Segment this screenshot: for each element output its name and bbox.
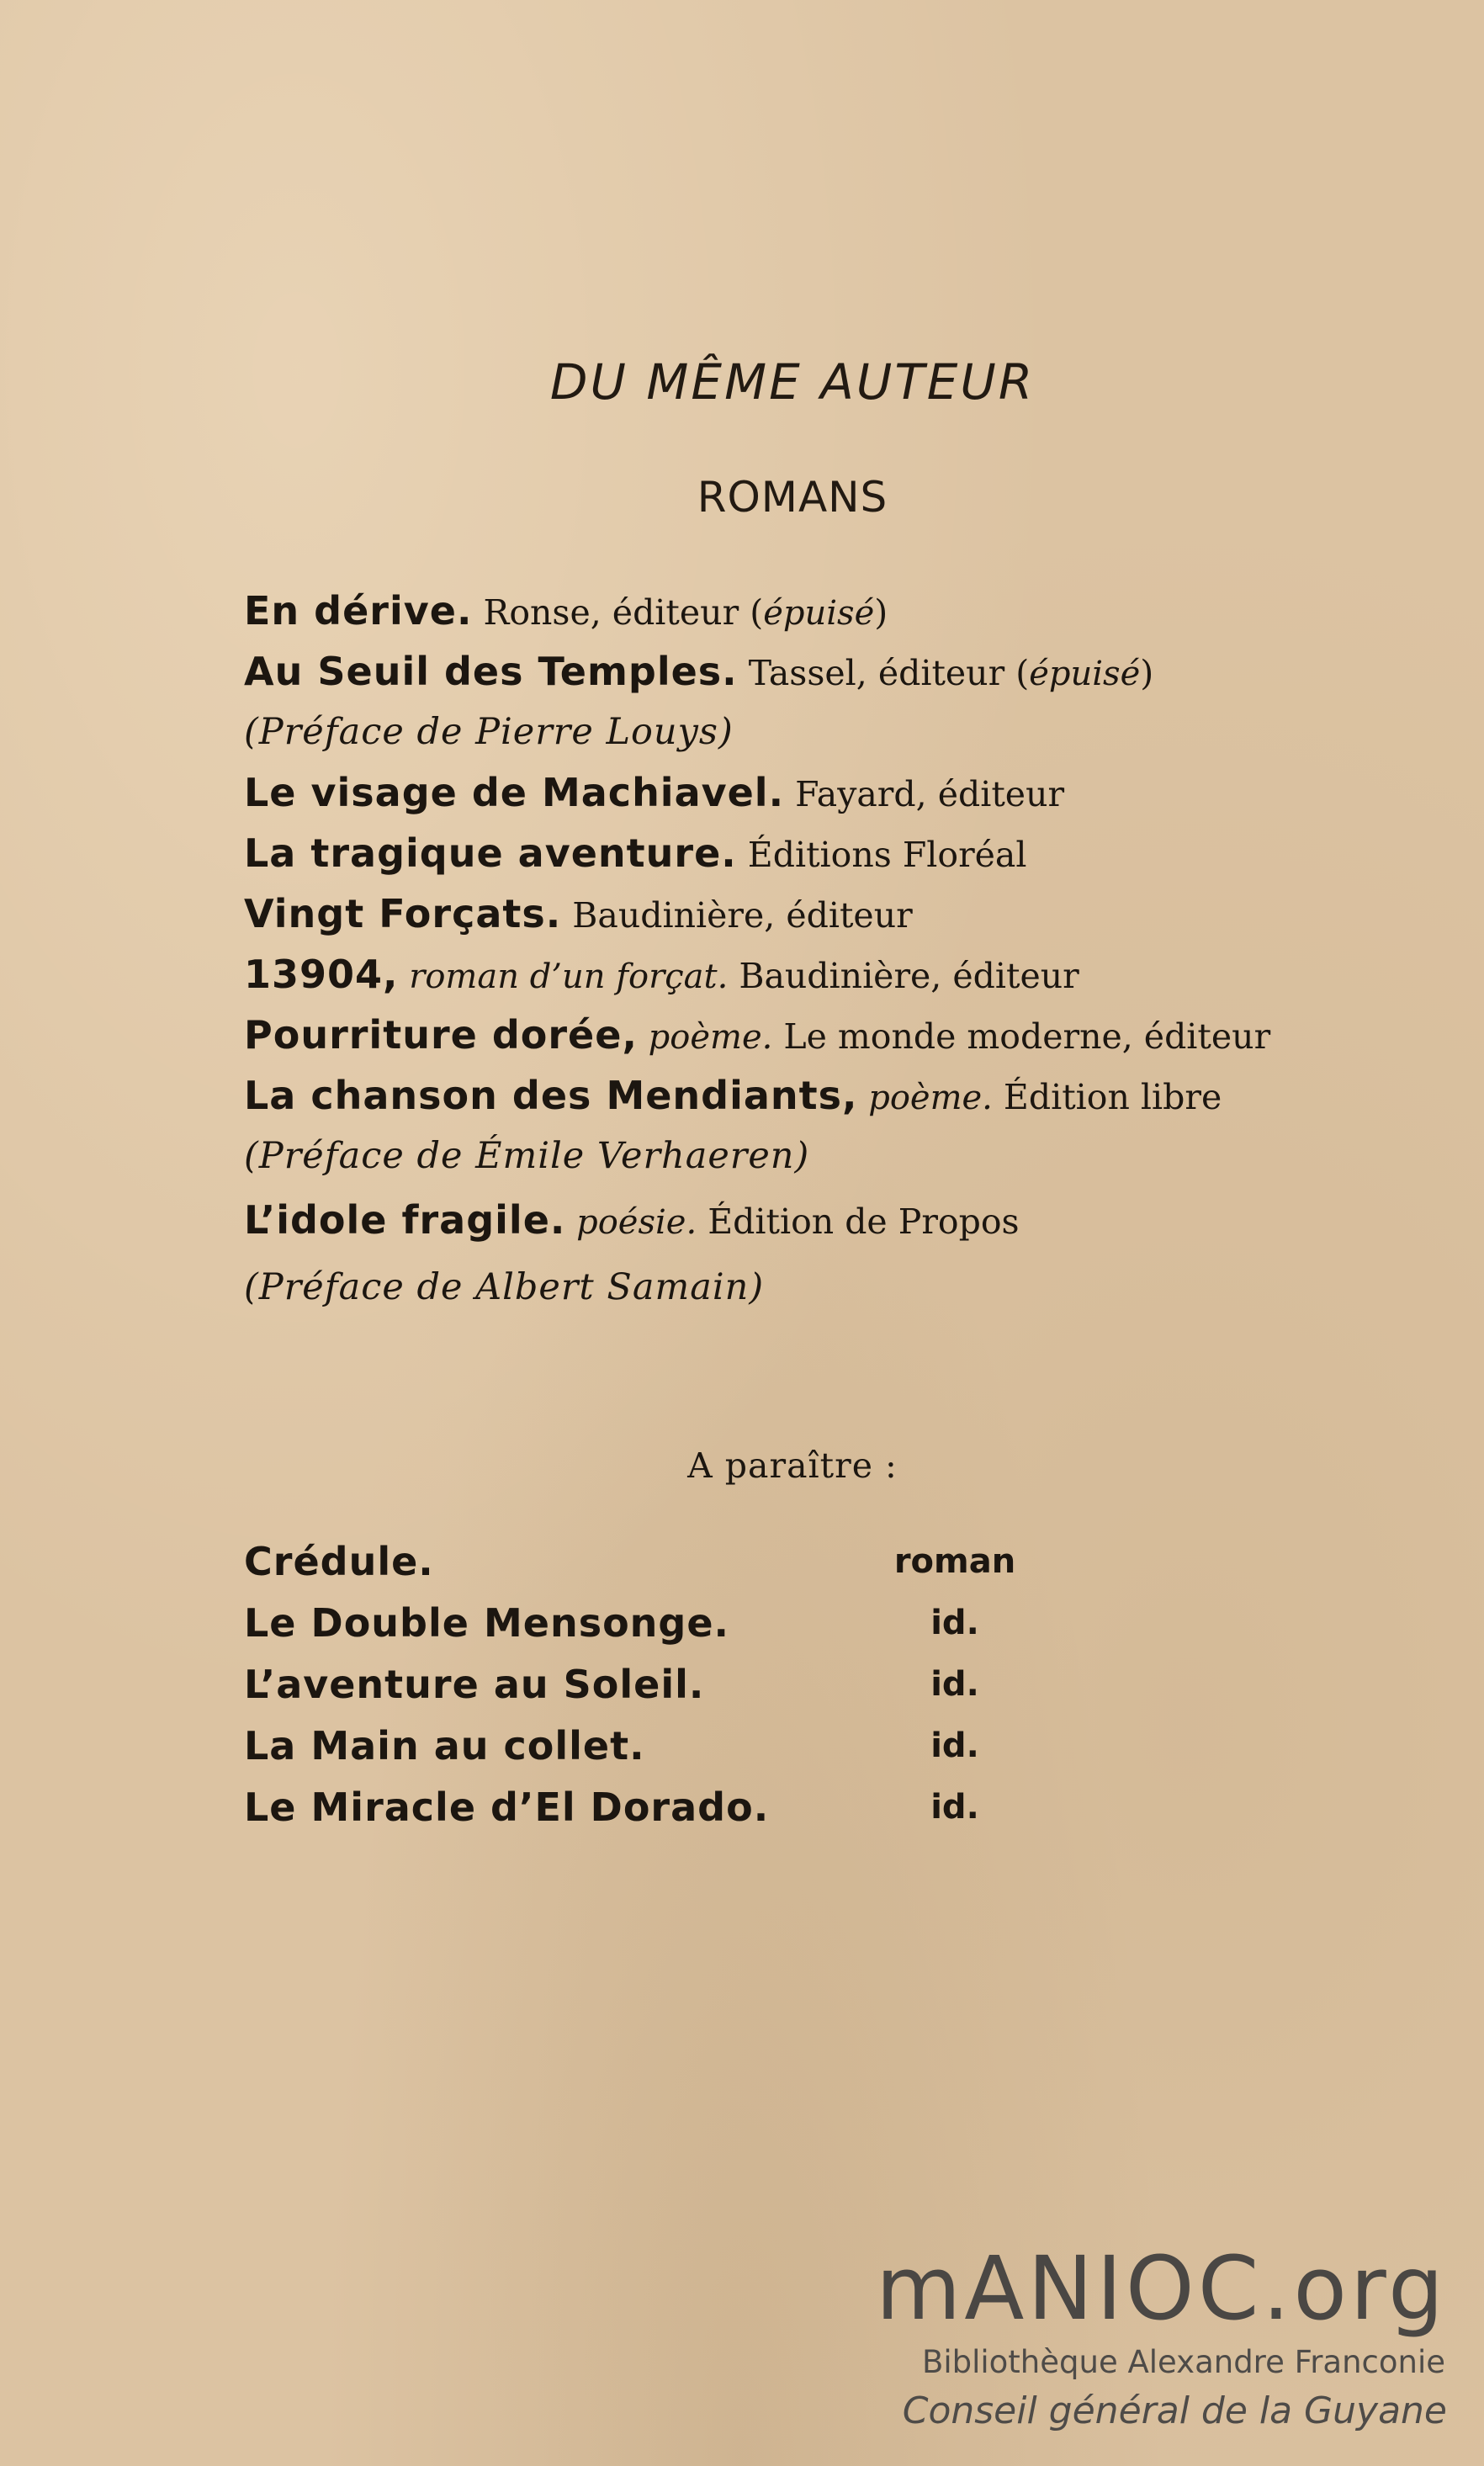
work-publisher: Fayard, éditeur [784, 774, 1065, 814]
work-publisher: Édition de Propos [697, 1201, 1020, 1242]
work-genre: poésie. [565, 1203, 697, 1242]
work-publisher: Ronse, éditeur ( [472, 592, 764, 633]
preface-text: (Préface de Émile Verhaeren) [244, 1135, 810, 1177]
work-publisher: Tassel, éditeur ( [737, 653, 1030, 693]
work-entry [244, 823, 1439, 883]
work-status: épuisé [763, 594, 875, 633]
work-title: La tragique aventure. [244, 830, 737, 876]
work-entry [244, 944, 1439, 1005]
work-title: La chanson des Mendiants, [244, 1073, 858, 1118]
work-publisher: Le monde moderne, éditeur [772, 1016, 1271, 1057]
section-heading: ROMANS [697, 473, 888, 522]
work-title: Le visage de Machiavel. [244, 770, 785, 815]
work-genre: poème. [857, 1079, 993, 1117]
work-preface [244, 702, 1439, 762]
work-preface [244, 1254, 1439, 1321]
work-preface [244, 1126, 1439, 1186]
page-heading: DU MÊME AUTEUR [549, 353, 1036, 411]
work-publisher: Baudinière, éditeur [561, 895, 913, 936]
work-publisher: Baudinière, éditeur [728, 956, 1079, 996]
forthcoming-title: Le Miracle d’El Dorado. [244, 1785, 770, 1830]
work-title: En dérive. [244, 588, 473, 634]
preface-text: (Préface de Albert Samain) [244, 1266, 765, 1308]
forthcoming-genre: id. [930, 1665, 979, 1704]
work-entry [244, 762, 1439, 823]
forthcoming-entry [244, 1716, 1085, 1777]
forthcoming-title: Le Double Mensonge. [244, 1600, 730, 1646]
forthcoming-list [244, 1531, 1085, 1838]
work-entry [244, 581, 1439, 641]
council-name: Conseil général de la Guyane [902, 2389, 1447, 2432]
preface-text: (Préface de Pierre Louys) [244, 711, 734, 753]
work-title: L’idole fragile. [244, 1197, 566, 1243]
work-entry [244, 1005, 1439, 1065]
forthcoming-genre: roman [893, 1542, 1016, 1581]
work-entry [244, 1186, 1439, 1254]
works-list [244, 581, 1439, 1321]
forthcoming-title: Crédule. [244, 1539, 434, 1584]
forthcoming-entry [244, 1777, 1085, 1838]
work-publisher: Édition libre [992, 1077, 1222, 1117]
work-entry [244, 1065, 1439, 1126]
forthcoming-entry [244, 1593, 1085, 1654]
forthcoming-genre: id. [930, 1604, 979, 1642]
work-publisher: Éditions Floréal [736, 835, 1027, 875]
library-name: Bibliothèque Alexandre Franconie [921, 2344, 1445, 2380]
forthcoming-entry [244, 1654, 1085, 1716]
forthcoming-heading: A paraître : [687, 1445, 898, 1486]
work-title: Vingt Forçats. [244, 891, 562, 936]
work-paren: ) [874, 592, 888, 633]
work-status: épuisé [1029, 655, 1141, 693]
manioc-footer [841, 2238, 1447, 2437]
forthcoming-entry [244, 1531, 1085, 1593]
work-entry [244, 641, 1439, 702]
forthcoming-title: L’aventure au Soleil. [244, 1662, 705, 1707]
work-title: Au Seuil des Temples. [244, 649, 738, 694]
work-genre: poème. [637, 1018, 773, 1057]
work-title: 13904, [244, 952, 399, 997]
work-entry [244, 883, 1439, 944]
forthcoming-genre: id. [930, 1726, 979, 1765]
work-title: Pourriture dorée, [244, 1012, 638, 1058]
work-paren: ) [1140, 653, 1154, 693]
forthcoming-title: La Main au collet. [244, 1723, 645, 1769]
forthcoming-genre: id. [930, 1788, 979, 1827]
work-genre: roman d’un forçat. [398, 957, 729, 996]
manioc-logo: mANIOC.org [875, 2237, 1447, 2340]
